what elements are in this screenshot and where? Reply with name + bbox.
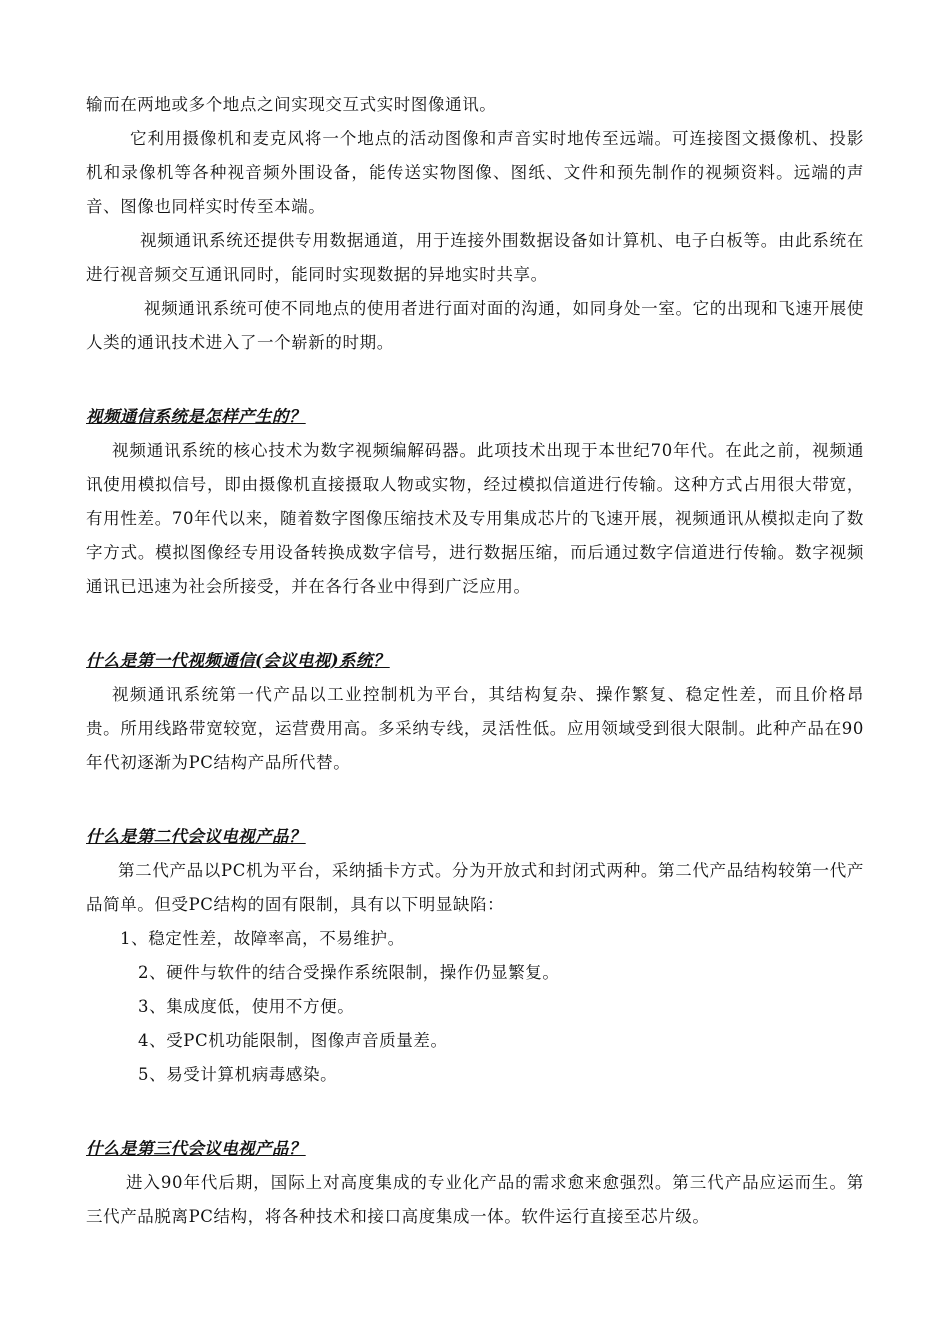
intro-paragraph-1: 输而在两地或多个地点之间实现交互式实时图像通讯。	[86, 95, 497, 114]
document-page	[86, 88, 864, 1234]
section-gap	[86, 360, 864, 400]
section-body-origin: 视频通讯系统的核心技术为数字视频编解码器。此项技术出现于本世纪70年代。在此之前，视频通讯使用模拟信号，即由摄像机直接摄取人物或实物，经过模拟信道进行传输。这种方式占用很大带宽，有用性差。70年代以来，随着数字图像压缩技术及专用集成芯片的飞速开展，视频通讯从模拟走向了数字方式。模拟图像经专用设备转换成数字信号，进行数据压缩，而后通过数字信道进行传输。数字视频通讯已迅速为社会所接受，并在各行各业中得到广泛应用。	[86, 441, 864, 596]
list-item: 5、易受计算机病毒感染。	[138, 1065, 338, 1084]
section-heading-first-gen: 什么是第一代视频通信(会议电视)系统？	[86, 651, 390, 670]
section-heading-third-gen: 什么是第三代会议电视产品？	[86, 1139, 306, 1158]
section-body-third-gen: 进入90年代后期，国际上对高度集成的专业化产品的需求愈来愈强烈。第三代产品应运而生。第三代产品脱离PC结构，将各种技术和接口高度集成一体。软件运行直接至芯片级。	[86, 1173, 864, 1226]
section-gap	[86, 780, 864, 820]
section-body-second-gen: 第二代产品以PC机为平台，采纳插卡方式。分为开放式和封闭式两种。第二代产品结构较第一代产品简单。但受PC结构的固有限制，具有以下明显缺陷：	[86, 861, 864, 914]
intro-paragraph-2: 它利用摄像机和麦克风将一个地点的活动图像和声音实时地传至远端。可连接图文摄像机、投影机和录像机等各种视音频外围设备，能传送实物图像、图纸、文件和预先制作的视频资料。远端的声音、图像也同样实时传至本端。	[86, 129, 864, 216]
list-item: 4、受PC机功能限制，图像声音质量差。	[138, 1031, 448, 1050]
section-gap	[86, 604, 864, 644]
intro-paragraph-3: 视频通讯系统还提供专用数据通道，用于连接外围数据设备如计算机、电子白板等。由此系统在进行视音频交互通讯同时，能同时实现数据的异地实时共享。	[86, 231, 864, 284]
list-item: 2、硬件与软件的结合受操作系统限制，操作仍显繁复。	[138, 963, 560, 982]
section-heading-origin: 视频通信系统是怎样产生的？	[86, 407, 306, 426]
section-gap	[86, 1092, 864, 1132]
list-item: 3、集成度低，使用不方便。	[138, 997, 355, 1016]
section-body-first-gen: 视频通讯系统第一代产品以工业控制机为平台，其结构复杂、操作繁复、稳定性差，而且价格昂贵。所用线路带宽较宽，运营费用高。多采纳专线，灵活性低。应用领域受到很大限制。此种产品在90年代初逐渐为PC结构产品所代替。	[86, 685, 864, 772]
intro-paragraph-4: 视频通讯系统可使不同地点的使用者进行面对面的沟通，如同身处一室。它的出现和飞速开展使人类的通讯技术进入了一个崭新的时期。	[86, 299, 864, 352]
section-heading-second-gen: 什么是第二代会议电视产品？	[86, 827, 306, 846]
list-item: 1、稳定性差，故障率高，不易维护。	[120, 929, 405, 948]
